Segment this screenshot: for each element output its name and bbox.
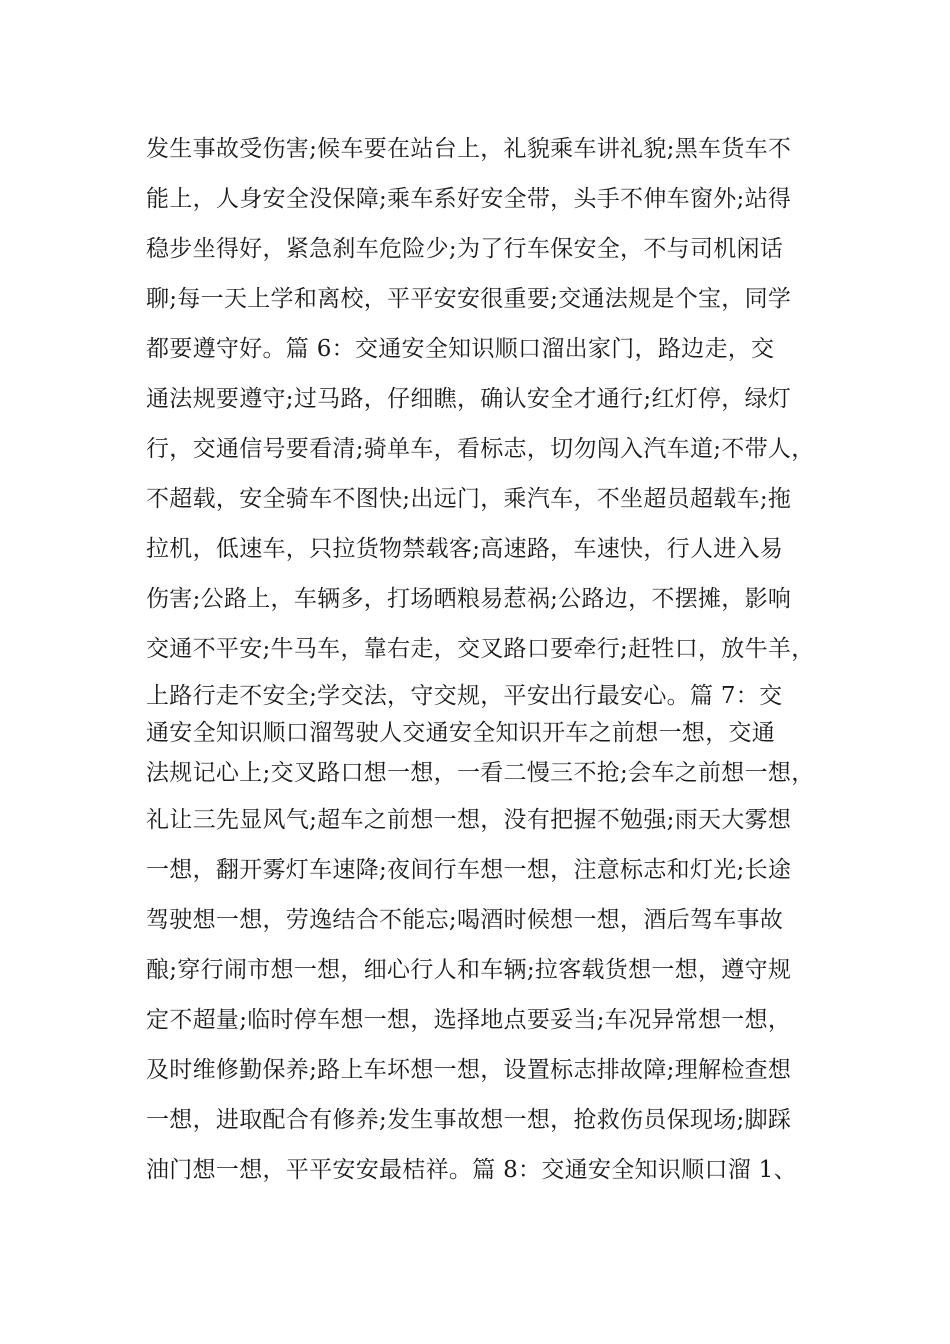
text-line: 拉机，低速车，只拉货物禁载客;高速路，车速快，行人进入易 xyxy=(146,536,784,562)
text-line: 礼让三先显风气;超车之前想一想，没有把握不勉强;雨天大雾想 xyxy=(146,807,792,833)
text-line: 能上，人身安全没保障;乘车系好安全带，头手不伸车窗外;站得 xyxy=(146,186,792,212)
text-line: 交通不平安;牛马车，靠右走，交叉路口要牵行;赶牲口，放牛羊， xyxy=(146,636,815,662)
text-line: 及时维修勤保养;路上车坏想一想，设置标志排故障;理解检查想 xyxy=(146,1057,792,1083)
text-line: 定不超量;临时停车想一想，选择地点要妥当;车况异常想一想， xyxy=(146,1007,792,1033)
paragraph-part-1 xyxy=(146,124,836,674)
text-line: 法规记心上;交叉路口想一想，一看二慢三不抢;会车之前想一想， xyxy=(146,760,815,786)
text-line: 行，交通信号要看清;骑单车，看标志，切勿闯入汽车道;不带人， xyxy=(146,436,815,462)
text-line: 稳步坐得好，紧急刹车危险少;为了行车保安全，不与司机闲话 xyxy=(146,236,784,262)
text-line: 通法规要遵守;过马路，仔细瞧，确认安全才通行;红灯停，绿灯 xyxy=(146,386,792,412)
text-line: 都要遵守好。篇 6：交通安全知识顺口溜出家门，路边走，交 xyxy=(146,336,775,362)
text-line: 发生事故受伤害;候车要在站台上，礼貌乘车讲礼貌;黑车货车不 xyxy=(146,136,792,162)
text-line: 酿;穿行闹市想一想，细心行人和车辆;拉客载货想一想，遵守规 xyxy=(146,957,792,983)
text-line: 一想，进取配合有修养;发生事故想一想，抢救伤员保现场;脚踩 xyxy=(146,1107,792,1133)
text-line: 聊;每一天上学和离校，平平安安很重要;交通法规是个宝，同学 xyxy=(146,286,792,312)
paragraph-part-2 xyxy=(146,678,836,1195)
text-line: 伤害;公路上，车辆多，打场晒粮易惹祸;公路边，不摆摊，影响 xyxy=(146,586,792,612)
text-line: 油门想一想，平平安安最桔祥。篇 8：交通安全知识顺口溜 1、 xyxy=(146,1157,797,1183)
text-line: 通安全知识顺口溜驾驶人交通安全知识开车之前想一想，交通 xyxy=(146,720,776,746)
text-line: 一想，翻开雾灯车速降;夜间行车想一想，注意标志和灯光;长途 xyxy=(146,857,792,883)
text-line: 上路行走不安全;学交法，守交规，平安出行最安心。篇 7：交 xyxy=(146,683,783,709)
text-line: 不超载，安全骑车不图快;出远门，乘汽车，不坐超员超载车;拖 xyxy=(146,486,792,512)
text-line: 驾驶想一想，劳逸结合不能忘;喝酒时候想一想，酒后驾车事故 xyxy=(146,907,784,933)
